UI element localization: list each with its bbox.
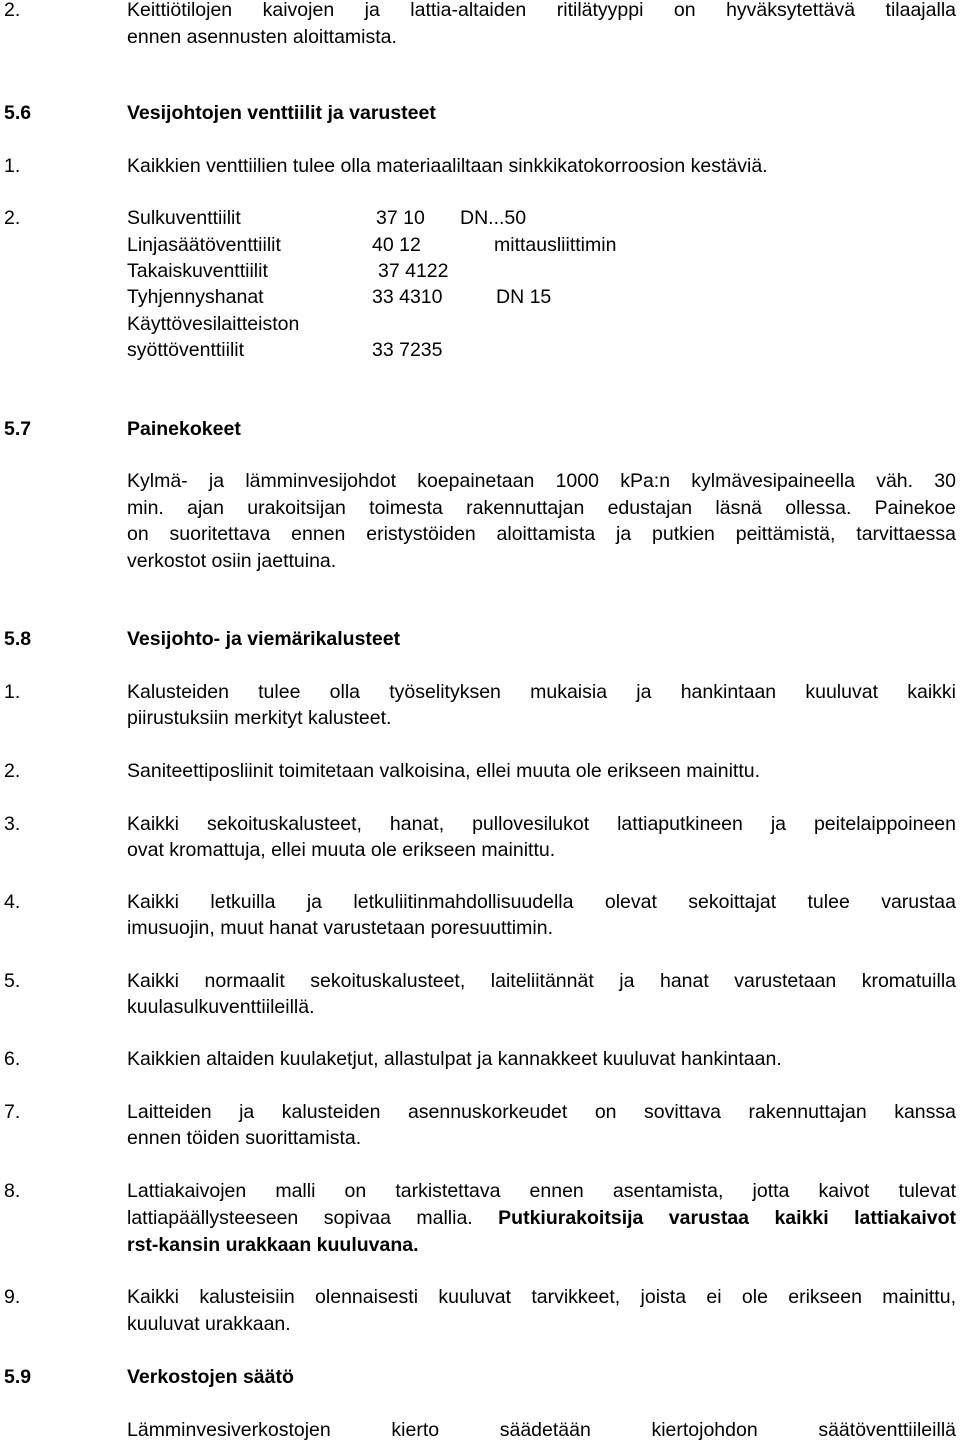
list-item-text-bold: Putkiurakoitsija varustaa kaikki lattiakaivot: [498, 1207, 956, 1229]
list-number: 1.: [4, 681, 21, 703]
section-number: 5.9: [4, 1366, 32, 1388]
section-title: Painekokeet: [127, 418, 241, 440]
list-number: 6.: [4, 1048, 21, 1070]
valve-name: Sulkuventtiilit: [127, 207, 241, 229]
section-title: Vesijohto- ja viemärikalusteet: [127, 628, 401, 650]
valve-note: DN 15: [496, 286, 552, 308]
list-number: 4.: [4, 891, 21, 913]
list-item-text-plain: lattiapäällysteeseen sopivaa mallia.: [127, 1207, 499, 1229]
paragraph-line: min. ajan urakoitsijan toimesta rakennuttajan edustajan läsnä ollessa. Painekoe: [127, 497, 956, 519]
paragraph-line: Kylmä- ja lämminvesijohdot koepainetaan 1000 kPa:n kylmävesipaineella väh. 30: [127, 470, 956, 492]
list-item-text: Laitteiden ja kalusteiden asennuskorkeudet on sovittava rakennuttajan kanssa: [127, 1101, 956, 1123]
list-item-text: ennen töiden suorittamista.: [127, 1127, 362, 1149]
paragraph-line: Keittiötilojen kaivojen ja lattia-altaiden ritilätyyppi on hyväksytettävä tilaajalla: [127, 0, 956, 21]
section-number: 5.6: [4, 102, 32, 124]
list-item-text: kuuluvat urakkaan.: [127, 1313, 291, 1335]
valve-name: Käyttövesilaitteiston: [127, 313, 300, 335]
list-item-text: [127, 1205, 956, 1232]
valve-code: 33 7235: [372, 339, 443, 361]
valve-name: Linjasäätöventtiilit: [127, 234, 281, 256]
list-item-text: imusuojin, muut hanat varustetaan poresuuttimin.: [127, 917, 553, 939]
section-number: 5.7: [4, 418, 32, 440]
list-number: 8.: [4, 1180, 21, 1202]
list-item-text-bold: rst-kansin urakkaan kuuluvana.: [127, 1234, 419, 1256]
valve-name: Takaiskuventtiilit: [127, 260, 268, 282]
paragraph-line: Lämminvesiverkostojen kierto säädetään kiertojohdon säätöventtiileillä: [127, 1419, 956, 1441]
list-number: 2.: [4, 0, 21, 21]
list-item-text: Kaikki sekoituskalusteet, hanat, pullovesilukot lattiaputkineen ja peitelaippoineen: [127, 813, 956, 835]
paragraph-line: ennen asennusten aloittamista.: [127, 26, 397, 48]
list-number: 2.: [4, 207, 21, 229]
list-number: 1.: [4, 155, 21, 177]
section-title: Verkostojen säätö: [127, 1366, 294, 1388]
list-number: 9.: [4, 1286, 21, 1308]
valve-note: mittausliittimin: [494, 234, 617, 256]
list-item-text: kuulasulkuventtiileillä.: [127, 996, 315, 1018]
valve-name: syöttöventtiilit: [127, 339, 245, 361]
section-number: 5.8: [4, 628, 32, 650]
valve-code: 40 12: [372, 234, 421, 256]
list-item-text: ovat kromattuja, ellei muuta ole erikseen mainittu.: [127, 839, 556, 861]
list-number: 5.: [4, 970, 21, 992]
valve-code: 37 4122: [378, 260, 449, 282]
list-number: 3.: [4, 813, 21, 835]
list-item-text: Kaikki kalusteisiin olennaisesti kuuluvat tarvikkeet, joista ei ole erikseen mainittu,: [127, 1286, 956, 1308]
list-item-text: Kalusteiden tulee olla työselityksen mukaisia ja hankintaan kuuluvat kaikki: [127, 681, 956, 703]
list-item-text: Kaikkien altaiden kuulaketjut, allastulpat ja kannakkeet kuuluvat hankintaan.: [127, 1048, 782, 1070]
list-number: 7.: [4, 1101, 21, 1123]
valve-note: DN...50: [460, 207, 527, 229]
list-item-text: piirustuksiin merkityt kalusteet.: [127, 707, 392, 729]
paragraph-line: on suoritettava ennen eristystöiden aloittamista ja putkien peittämistä, tarvittaessa: [127, 523, 956, 545]
list-number: 2.: [4, 760, 21, 782]
list-item-text: Kaikki normaalit sekoituskalusteet, laiteliitännät ja hanat varustetaan kromatuilla: [127, 970, 956, 992]
list-item-text: Kaikki letkuilla ja letkuliitinmahdollisuudella olevat sekoittajat tulee varustaa: [127, 891, 956, 913]
list-item-text: Saniteettiposliinit toimitetaan valkoisina, ellei muuta ole erikseen mainittu.: [127, 760, 760, 782]
list-item-text: Lattiakaivojen malli on tarkistettava ennen asentamista, jotta kaivot tulevat: [127, 1180, 956, 1202]
valve-code: 37 10: [376, 207, 425, 229]
valve-code: 33 4310: [372, 286, 443, 308]
paragraph-line: verkostot osiin jaettuina.: [127, 550, 337, 572]
valve-name: Tyhjennyshanat: [127, 286, 264, 308]
section-title: Vesijohtojen venttiilit ja varusteet: [127, 102, 436, 124]
list-item-text: Kaikkien venttiilien tulee olla materiaaliltaan sinkkikatokorroosion kestäviä.: [127, 155, 768, 177]
